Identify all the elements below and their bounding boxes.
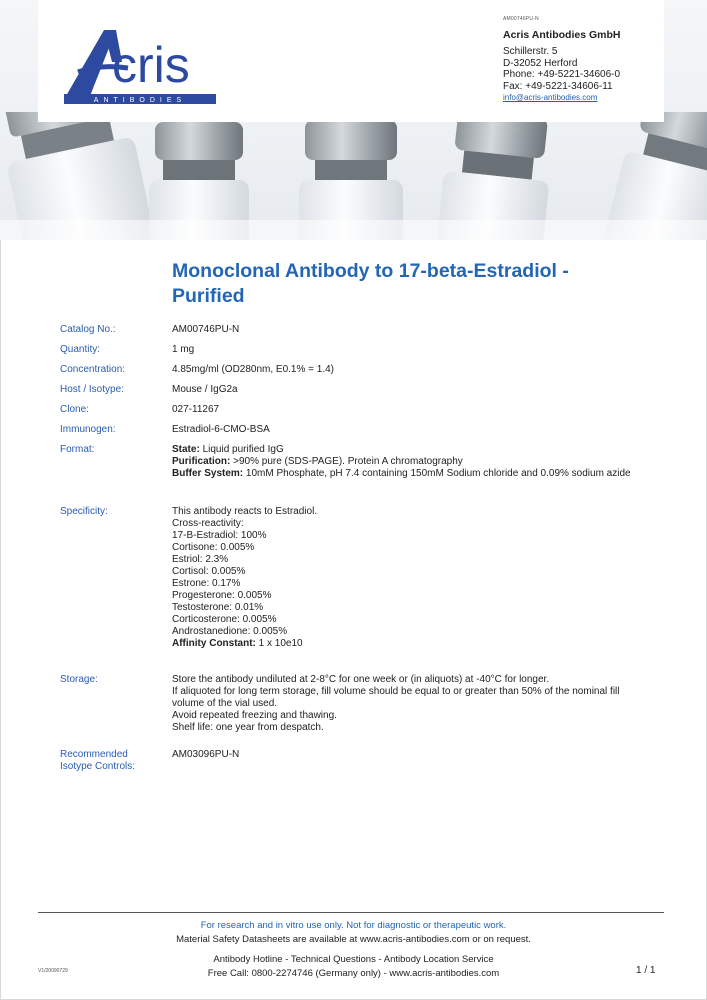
title-line-2: Purified bbox=[172, 285, 245, 307]
storage-line: Shelf life: one year from despatch. bbox=[172, 722, 324, 733]
format-buffer-label: Buffer System: bbox=[172, 468, 244, 479]
specificity-line: Testosterone: 0.01% bbox=[172, 602, 264, 613]
product-title bbox=[172, 259, 642, 309]
spec-label: Immunogen: bbox=[60, 424, 116, 435]
specificity-line: Progesterone: 0.005% bbox=[172, 590, 272, 601]
spec-row-host bbox=[60, 384, 660, 404]
vials-photo bbox=[0, 112, 707, 240]
spec-row-isotype-controls bbox=[60, 749, 660, 779]
spec-value: 1 mg bbox=[172, 344, 195, 355]
spec-value: 027-11267 bbox=[172, 404, 220, 415]
spec-value bbox=[172, 506, 660, 674]
spec-table bbox=[60, 324, 660, 779]
company-email-link[interactable]: info@acris-antibodies.com bbox=[503, 93, 598, 102]
specificity-line: Estrone: 0.17% bbox=[172, 578, 241, 589]
company-fax: Fax: +49-5221-34606-11 bbox=[503, 80, 613, 92]
hotline-text: Antibody Hotline - Technical Questions - Antibody Location Service bbox=[213, 954, 494, 965]
storage-line: Store the antibody undiluted at 2-8°C for one week or (in aliquots) at -40°C for longer. bbox=[172, 674, 550, 685]
company-name: Acris Antibodies GmbH bbox=[503, 28, 621, 41]
specificity-line: Cortisone: 0.005% bbox=[172, 542, 255, 553]
spec-label: Format: bbox=[60, 444, 95, 455]
specificity-line: Estriol: 2.3% bbox=[172, 554, 229, 565]
specificity-line: 17-B-Estradiol: 100% bbox=[172, 530, 267, 541]
spec-row-concentration bbox=[60, 364, 660, 384]
spec-value bbox=[172, 444, 660, 506]
spec-row-storage bbox=[60, 674, 660, 749]
spec-label: Quantity: bbox=[60, 344, 101, 355]
spec-value: AM00746PU-N bbox=[172, 324, 240, 335]
page-number: 1 / 1 bbox=[636, 965, 656, 976]
header-banner bbox=[0, 0, 707, 240]
storage-line: If aliquoted for long term storage, fill volume should be equal to or greater than 50% of the nominal fill volume of the vial used. bbox=[172, 686, 620, 709]
format-purification: >90% pure (SDS-PAGE). Protein A chromatography bbox=[233, 456, 463, 467]
spec-label: Host / Isotype: bbox=[60, 384, 124, 395]
version-code: V1/20090729 bbox=[38, 968, 68, 974]
logo-wordmark: cris bbox=[112, 37, 190, 93]
company-street: Schillerstr. 5 bbox=[503, 46, 558, 57]
spec-value bbox=[172, 674, 660, 749]
acris-logo bbox=[60, 22, 220, 106]
format-state: Liquid purified IgG bbox=[202, 444, 284, 455]
spec-value: Estradiol-6-CMO-BSA bbox=[172, 424, 270, 435]
specificity-line: Corticosterone: 0.005% bbox=[172, 614, 277, 625]
spec-value: Mouse / IgG2a bbox=[172, 384, 238, 395]
spec-label: Storage: bbox=[60, 674, 98, 685]
specificity-line: Cross-reactivity: bbox=[172, 518, 244, 529]
spec-label: Catalog No.: bbox=[60, 324, 116, 335]
footer-divider bbox=[38, 912, 664, 913]
isotype-label-line-2: Isotype Controls: bbox=[60, 761, 136, 772]
spec-row-immunogen bbox=[60, 424, 660, 444]
logo-tagline: ANTIBODIES bbox=[93, 97, 187, 104]
format-purification-label: Purification: bbox=[172, 456, 231, 467]
title-line-1: Monoclonal Antibody to 17-beta-Estradiol - bbox=[172, 260, 569, 282]
format-state-label: State: bbox=[172, 444, 200, 455]
isotype-label-line-1: Recommended bbox=[60, 749, 128, 760]
spec-label bbox=[60, 749, 172, 779]
spec-value: 4.85mg/ml (OD280nm, E0.1% = 1.4) bbox=[172, 364, 335, 375]
freecall-text: Free Call: 0800-2274746 (Germany only) - www.acris-antibodies.com bbox=[207, 968, 500, 979]
storage-line: Avoid repeated freezing and thawing. bbox=[172, 710, 337, 721]
spec-row-catalog bbox=[60, 324, 660, 344]
spec-row-format bbox=[60, 444, 660, 506]
spec-row-quantity bbox=[60, 344, 660, 364]
spec-row-specificity bbox=[60, 506, 660, 674]
msds-notice: Material Safety Datasheets are available at www.acris-antibodies.com or on request. bbox=[176, 934, 531, 945]
spec-row-clone bbox=[60, 404, 660, 424]
specificity-line: This antibody reacts to Estradiol. bbox=[172, 506, 318, 517]
affinity-value: 1 x 10e10 bbox=[258, 638, 303, 649]
spec-value: AM03096PU-N bbox=[172, 749, 240, 760]
spec-label: Concentration: bbox=[60, 364, 126, 375]
company-address bbox=[503, 14, 663, 104]
research-use-notice: For research and in vitro use only. Not for diagnostic or therapeutic work. bbox=[200, 920, 507, 931]
affinity-label: Affinity Constant: bbox=[172, 638, 256, 649]
spec-label: Specificity: bbox=[60, 506, 108, 517]
doc-code: AM00746PU-N bbox=[503, 16, 539, 22]
specificity-line: Androstanedione: 0.005% bbox=[172, 626, 288, 637]
spec-label: Clone: bbox=[60, 404, 89, 415]
company-phone: Phone: +49-5221-34606-0 bbox=[503, 69, 621, 80]
specificity-line: Cortisol: 0.005% bbox=[172, 566, 246, 577]
format-buffer: 10mM Phosphate, pH 7.4 containing 150mM Sodium chloride and 0.09% sodium azide bbox=[245, 468, 631, 479]
company-city: D-32052 Herford bbox=[503, 57, 578, 69]
